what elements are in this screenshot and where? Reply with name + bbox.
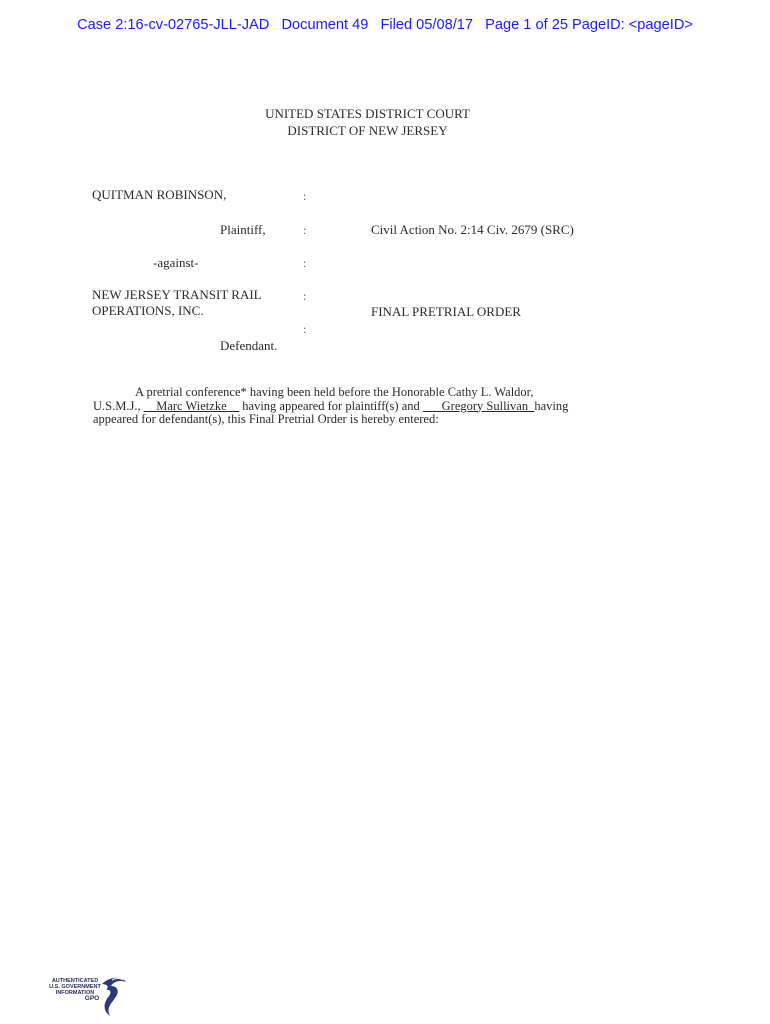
- opening-paragraph: [93, 386, 653, 427]
- case-number: Case 2:16-cv-02765-JLL-JAD: [77, 17, 270, 33]
- filed-date: Filed 05/08/17: [380, 17, 473, 33]
- gpo-eagle-icon: [98, 974, 128, 1018]
- paragraph-text: having appeared for plaintiff(s) and: [239, 398, 423, 413]
- seal-text-line: GPO: [84, 995, 100, 1002]
- defendant-name-line1: NEW JERSEY TRANSIT RAIL: [92, 287, 262, 302]
- seal-text-line: INFORMATION: [55, 990, 95, 996]
- plaintiff-counsel: __Marc Wietzke__: [143, 398, 240, 413]
- seal-text-line: U.S. GOVERNMENT: [49, 984, 101, 990]
- paragraph-text: having: [534, 398, 569, 413]
- court-name: UNITED STATES DISTRICT COURT: [265, 106, 470, 121]
- page-info: Page 1 of 25 PageID: <pageID>: [485, 17, 693, 33]
- seal-text-line: AUTHENTICATED: [51, 978, 99, 984]
- filing-header: [0, 17, 770, 33]
- paragraph-line: appeared for defendant(s), this Final Pretrial Order is hereby entered:: [93, 412, 439, 426]
- document-number: Document 49: [281, 17, 369, 33]
- caption-colon: :: [303, 223, 307, 237]
- order-title: FINAL PRETRIAL ORDER: [371, 304, 521, 319]
- plaintiff-role: Plaintiff,: [220, 222, 266, 237]
- against-label: -against-: [153, 255, 199, 270]
- plaintiff-name: QUITMAN ROBINSON,: [92, 187, 227, 202]
- seal-text: [44, 978, 106, 1002]
- gpo-authentication-seal: [44, 974, 134, 1018]
- paragraph-line: [93, 400, 653, 414]
- caption-colon: :: [303, 322, 307, 336]
- civil-action-number: Civil Action No. 2:14 Civ. 2679 (SRC): [371, 222, 574, 237]
- caption-colon: :: [303, 189, 307, 203]
- caption-colon: :: [303, 256, 307, 270]
- court-district: DISTRICT OF NEW JERSEY: [287, 123, 448, 138]
- defendant-counsel: ___Gregory Sullivan_: [422, 398, 535, 413]
- caption-colon: :: [303, 289, 307, 303]
- defendant-role: Defendant.: [220, 338, 278, 353]
- paragraph-line: A pretrial conference* having been held before the Honorable Cathy L. Waldor,: [135, 385, 534, 399]
- defendant-name-line2: OPERATIONS, INC.: [92, 303, 204, 318]
- paragraph-text: U.S.M.J.,: [93, 398, 144, 413]
